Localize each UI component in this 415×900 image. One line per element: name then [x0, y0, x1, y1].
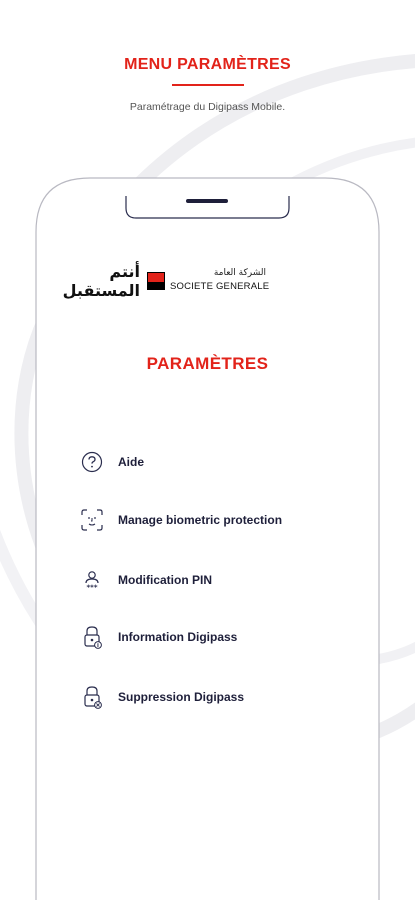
- bank-logo: [62, 262, 272, 304]
- menu-item-info[interactable]: [78, 623, 318, 651]
- menu-item-delete[interactable]: [78, 683, 318, 711]
- menu-item-label: Information Digipass: [118, 630, 238, 644]
- lock-info-icon: [78, 623, 106, 651]
- arabic-slogan: أنتم المستقبل: [62, 262, 140, 300]
- menu-item-aide[interactable]: [78, 448, 318, 476]
- logo-mark-red: [148, 273, 164, 282]
- phone-speaker: [186, 199, 228, 203]
- menu-item-label: Aide: [118, 455, 145, 469]
- bank-name: SOCIETE GENERALE: [170, 281, 270, 292]
- bank-name-arabic: الشركة العامة: [213, 268, 266, 278]
- menu-item-pin[interactable]: [78, 566, 318, 594]
- help-circle-icon: [78, 448, 106, 476]
- logo-mark-black: [148, 282, 164, 290]
- menu-item-biometric[interactable]: [78, 506, 318, 534]
- menu-item-label: Modification PIN: [118, 573, 212, 587]
- face-scan-icon: [78, 506, 106, 534]
- heading-underline: [172, 84, 244, 86]
- page-heading: MENU PARAMÈTRES: [124, 56, 291, 73]
- logo-mark-icon: [147, 272, 165, 290]
- settings-title: PARAMÈTRES: [146, 354, 269, 373]
- page-subtitle: Paramétrage du Digipass Mobile.: [129, 101, 286, 113]
- svg-text:i: i: [97, 643, 99, 650]
- lock-delete-icon: [78, 683, 106, 711]
- svg-text:***: ***: [86, 583, 98, 592]
- user-pin-icon: [78, 566, 106, 594]
- menu-item-label: Suppression Digipass: [118, 690, 245, 704]
- menu-item-label: Manage biometric protection: [118, 513, 283, 527]
